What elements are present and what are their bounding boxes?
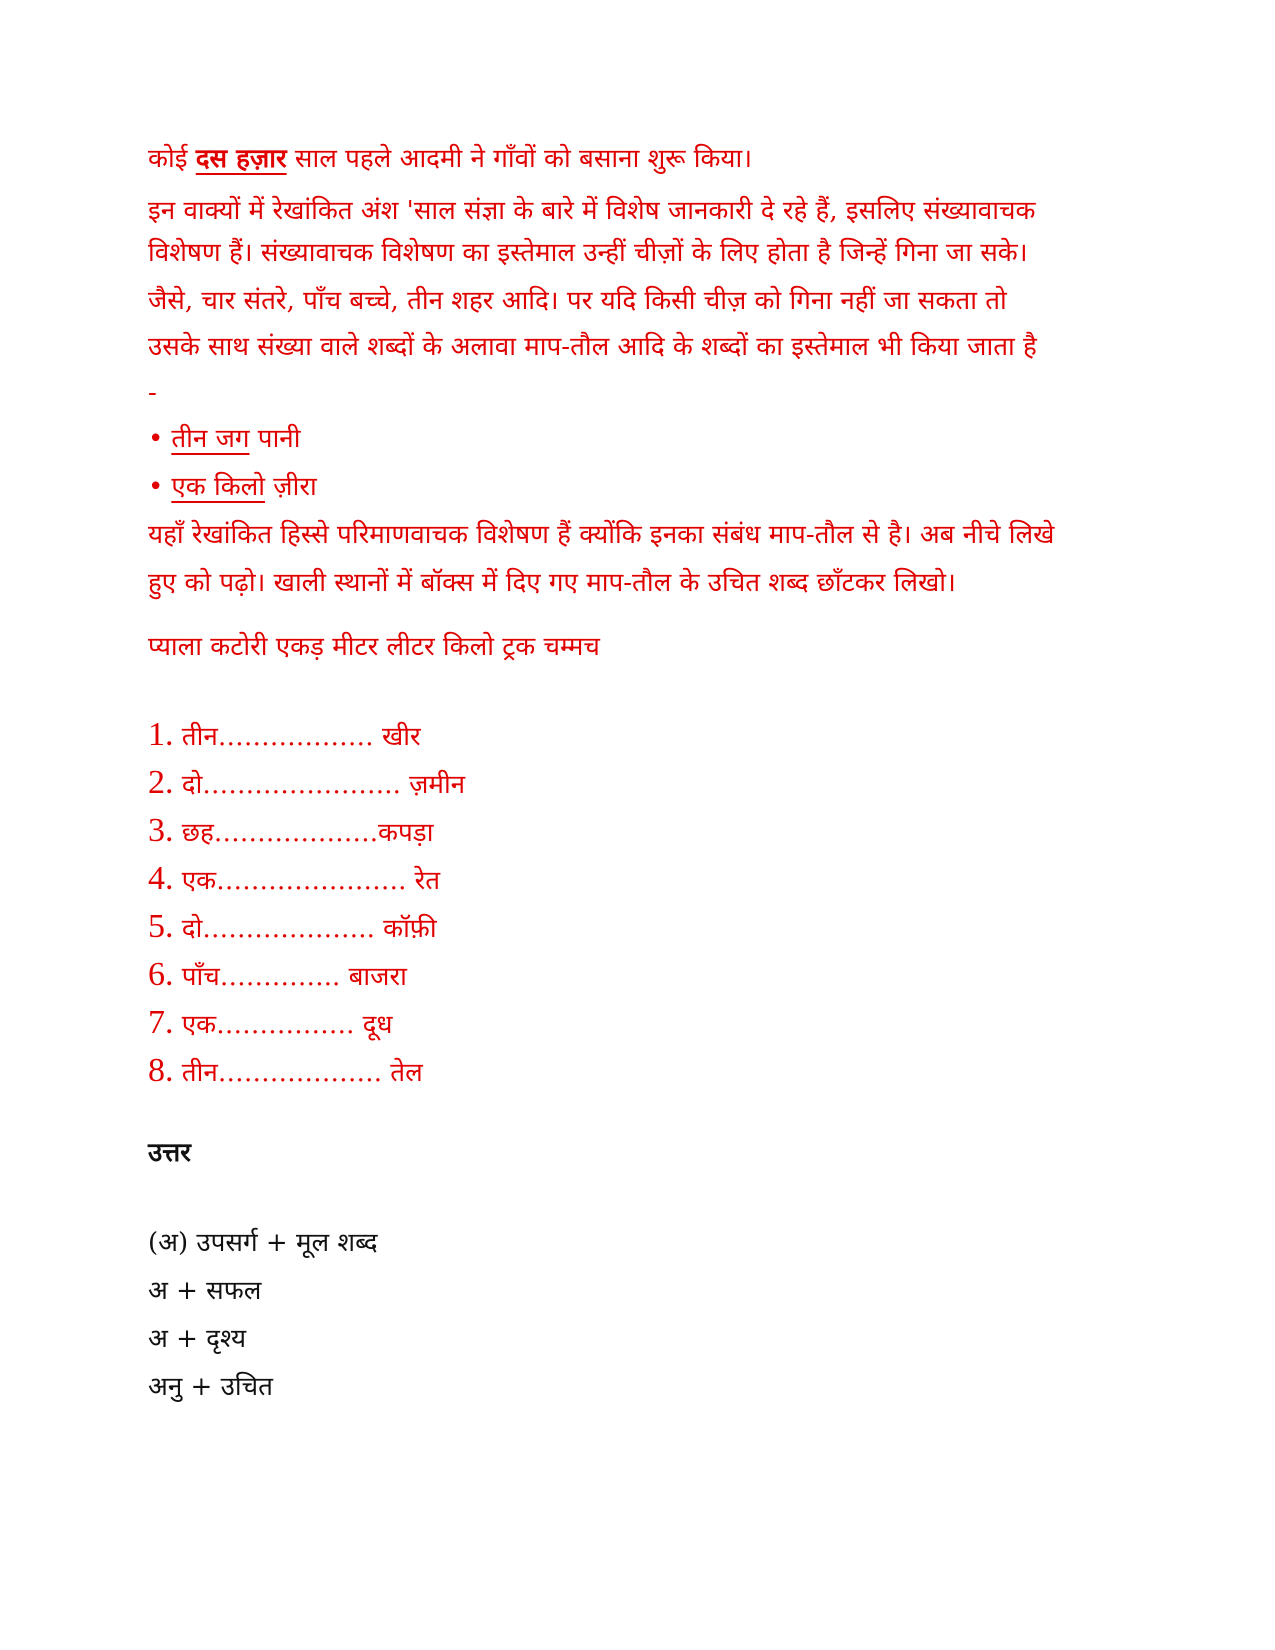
- bullet-item: [148, 470, 317, 504]
- exercise-item: [148, 862, 440, 898]
- answer-heading: उत्तर: [148, 1138, 191, 1168]
- answer-line: अ + दृश्य: [148, 1324, 247, 1354]
- paragraph-line-2: विशेषण हैं। संख्यावाचक विशेषण का इस्तेमाल उन्हीं चीज़ों के लिए होता है जिन्हें गिना जा सके।: [148, 238, 1028, 268]
- exercise-text: दो……………….. कॉफ़ी: [173, 914, 437, 944]
- exercise-item: [148, 1054, 423, 1090]
- intro-sentence: [148, 142, 752, 176]
- exercise-number: 5.: [148, 908, 174, 945]
- exercise-number: 4.: [148, 860, 174, 897]
- bullet-underlined: तीन जग: [171, 424, 250, 454]
- bullet-icon: •: [148, 472, 164, 502]
- bullet-item: [148, 422, 300, 456]
- exercise-number: 6.: [148, 956, 174, 993]
- paragraph-line-4: उसके साथ संख्या वाले शब्दों के अलावा माप-तौल आदि के शब्दों का इस्तेमाल भी किया जाता है: [148, 332, 1037, 362]
- intro-sentence-end: साल पहले आदमी ने गाँवों को बसाना शुरू किया।: [286, 144, 753, 174]
- exercise-text: छह……………….कपड़ा: [173, 818, 434, 848]
- explain-line-1: यहाँ रेखांकित हिस्से परिमाणवाचक विशेषण हैं क्योंकि इनका संबंध माप-तौल से है। अब नीचे लिखे: [148, 520, 1055, 550]
- exercise-text: एक……………. दूध: [173, 1010, 393, 1040]
- bullet-underlined: एक किलो: [171, 472, 266, 502]
- answer-line: अनु + उचित: [148, 1372, 273, 1402]
- exercise-item: [148, 910, 437, 946]
- exercise-item: [148, 814, 433, 850]
- exercise-number: 1.: [148, 716, 174, 753]
- intro-underlined-number: दस हज़ार: [195, 144, 287, 174]
- exercise-item: [148, 766, 465, 802]
- exercise-text: तीन………………. तेल: [173, 1058, 423, 1088]
- exercise-text: तीन……………… खीर: [173, 722, 421, 752]
- bullet-rest: पानी: [249, 424, 301, 454]
- bullet-rest: ज़ीरा: [265, 472, 317, 502]
- exercise-item: [148, 718, 421, 754]
- exercise-text: पाँच………….. बाजरा: [173, 962, 407, 992]
- answer-line: (अ) उपसर्ग + मूल शब्द: [148, 1228, 378, 1258]
- paragraph-line-3: जैसे, चार संतरे, पाँच बच्चे, तीन शहर आदि। पर यदि किसी चीज़ को गिना नहीं जा सकता तो: [148, 286, 1007, 316]
- exercise-number: 8.: [148, 1052, 174, 1089]
- exercise-item: [148, 1006, 392, 1042]
- exercise-item: [148, 958, 407, 994]
- paragraph-line-1: इन वाक्यों में रेखांकित अंश 'साल संज्ञा के बारे में विशेष जानकारी दे रहे हैं, इसलिए संख्यावाचक: [148, 196, 1036, 226]
- bullet-icon: •: [148, 424, 164, 454]
- exercise-number: 2.: [148, 764, 174, 801]
- exercise-text: दो………………….. ज़मीन: [173, 770, 466, 800]
- answer-line: अ + सफल: [148, 1276, 262, 1306]
- intro-sentence-start: कोई: [148, 144, 196, 174]
- word-box: प्याला कटोरी एकड़ मीटर लीटर किलो ट्रक चम्मच: [148, 632, 600, 662]
- exercise-text: एक…………………. रेत: [173, 866, 441, 896]
- paragraph-line-5: -: [148, 378, 157, 408]
- exercise-number: 3.: [148, 812, 174, 849]
- explain-line-2: हुए को पढ़ो। खाली स्थानों में बॉक्स में दिए गए माप-तौल के उचित शब्द छाँटकर लिखो।: [148, 568, 956, 598]
- exercise-number: 7.: [148, 1004, 174, 1041]
